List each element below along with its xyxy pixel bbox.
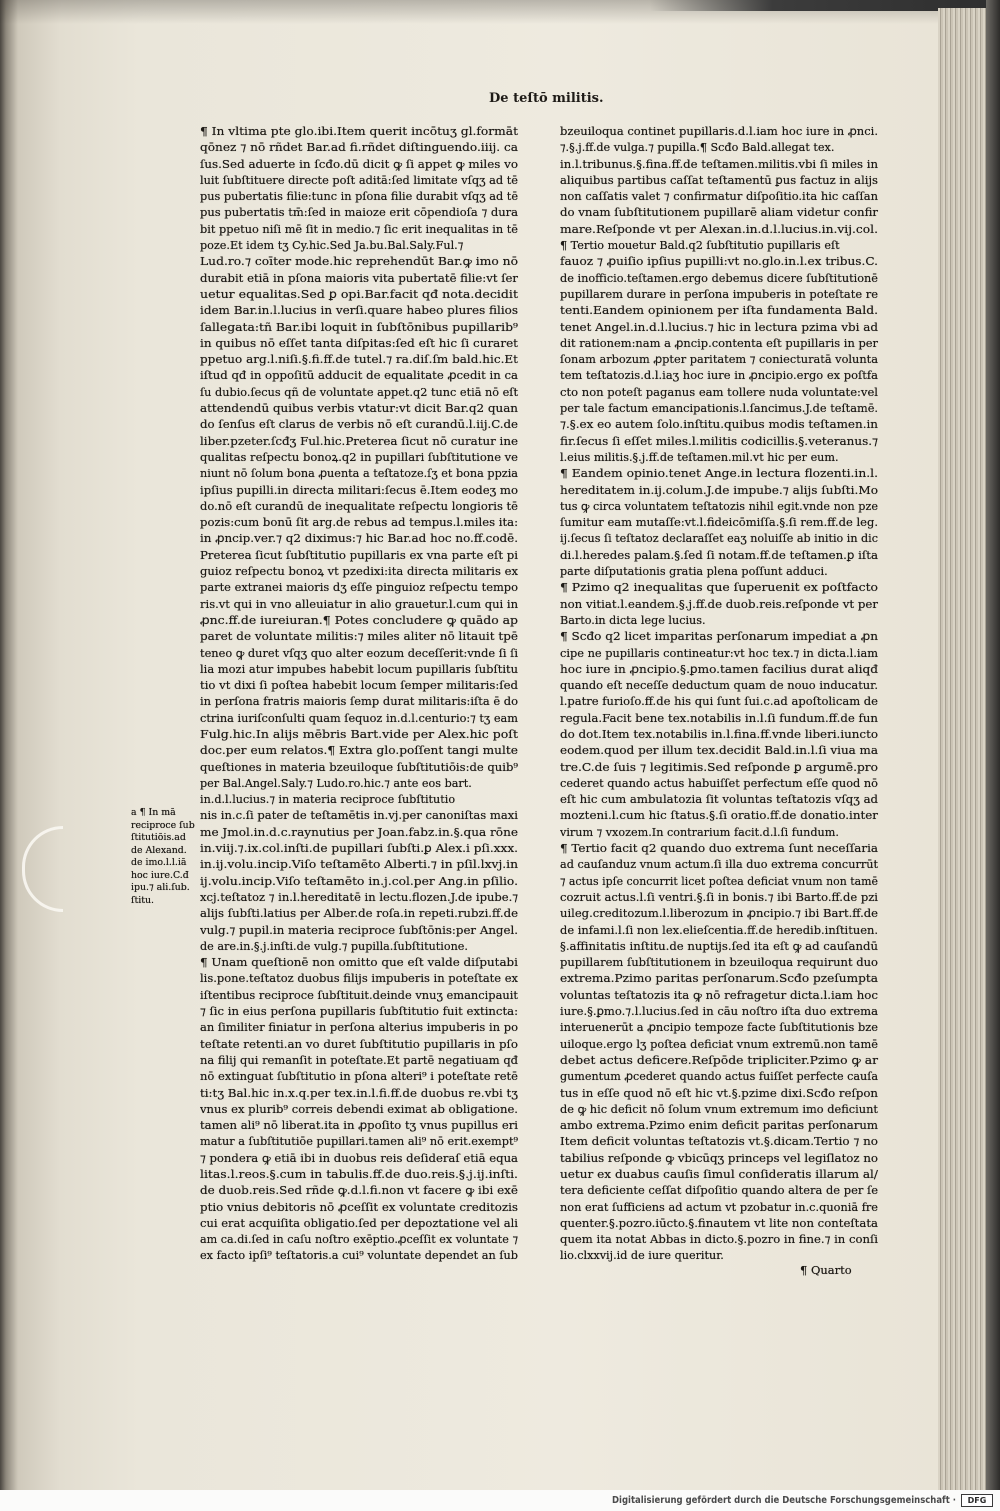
margin-note-line: hoc iure.C.đ: [131, 869, 189, 881]
left-column-line: bit ppetuo niſi mē ſit in medio.⁊ ſic erit inequalitas in tē: [200, 222, 518, 236]
left-column-line: durabit etiā in pſona maioris vita pubertatē filie:vt ſer: [200, 271, 518, 285]
left-column-line: lis.pone.teſtatoz duobus filijs impuberis in poteſtate ex: [200, 972, 518, 986]
left-column-line: litas.l.reos.§.cum in tabulis.ff.de duo.reis.§.j.ij.inſti.: [200, 1168, 518, 1181]
left-column-line: in.viij.⁊.ix.col.inſti.de pupillari ſubſti.ꝑ Alex.i pſi.xxx.: [200, 842, 518, 856]
right-column-line: non caſſatis valet ⁊ confirmatur diſpoſitio.ita hic caſſan: [560, 190, 878, 204]
right-column-line: fauoz ⁊ ꝓuiſio ipſius pupilli:vt no.glo.in.l.ex tribus.C.: [560, 255, 878, 269]
left-column-line: ¶ In vltima pte glo.ibi.Item querit incōtuʒ gl.formāt: [200, 125, 518, 138]
right-column-line: non vitiat.l.eandem.§.j.ff.de duob.reis.reſponde vt per: [560, 597, 878, 611]
left-column-line: de duob.reis.Sed rñde ꝙ.d.l.fi.non vt facere ꝙ ibi exē: [200, 1184, 518, 1198]
left-column-line: pozis:cum bonū ſit arg.de rebus ad tempus.l.miles ita:: [200, 516, 518, 530]
left-column-line: teneo ꝙ duret vſqʒ quo alter eozum deceſſerit:vnde ſi ſi: [200, 646, 518, 660]
right-column-line: ¶ Eandem opinio.tenet Ange.in lectura flozenti.in.l.: [560, 467, 878, 481]
right-column-line: ⁊.§.j.ff.de vulga.⁊ pupilla.¶ Scđo Bald.allegat tex.: [560, 141, 835, 155]
left-column-line: in.d.l.lucius.⁊ in materia reciproce ſubſtitutio: [200, 793, 456, 807]
left-column-line: iſtentibus reciproce ſubſtituit.deinde vnuʒ emancipauit: [200, 988, 518, 1002]
left-column-line: na filij qui remanſit in poteſtate.Et partē negatiuam qđ: [200, 1053, 518, 1067]
margin-note-line: ſtitu.: [131, 894, 155, 906]
left-column-line: Fulg.hic.In alijs mēbris Bart.vide per Alex.hic poſt: [200, 727, 518, 741]
right-column-line: ⁊ actus ipſe concurrit licet poſtea deficiat vnum non tamē: [560, 874, 878, 888]
left-column-line: do ſenſus eſt clarus de verbis nō eſt curandū.l.iij.C.de: [200, 418, 518, 432]
left-column-line: ſus.Sed aduerte in ſcđo.dū dicit ꝙ ſi appet ꝙ miles vo: [200, 157, 518, 171]
left-column-line: parte extranei maioris dʒ eſſe pinguioz reſpectu tempo: [200, 581, 518, 595]
right-column-line: parte diſputationis gratia plena poſſunt adduci.: [560, 565, 828, 579]
right-column-line: eſt hic cum ambulatozia ſit voluntas teſtatozis vſqʒ ad: [560, 793, 878, 807]
right-column-line: uetur ex duabus cauſis ſimul conſideratis illarum al/: [560, 1168, 878, 1181]
left-column-line: ⁊ ſic in eius perſona pupillaris ſubſtitutio fuit extincta:: [200, 1005, 518, 1019]
right-column-line: fir.ſecus ſi eſſet miles.l.militis codicillis.§.veteranus.⁊: [560, 434, 878, 448]
margin-note: [131, 807, 199, 907]
left-column-line: pus pubertatis filie:tunc in pſona filie durabit vſqʒ ad tē: [200, 190, 518, 204]
left-column-line: pus pubertatis tm̄:ſed in maioze erit cōpendioſa ⁊ dura: [200, 206, 518, 220]
right-column-line: bzeuiloqua continet pupillaris.d.l.iam hoc iure in ꝓnci.: [560, 125, 878, 138]
left-column-line: matur a ſubſtitutiōe pupillari.tamen ali⁹ nō erit.exempt⁹: [200, 1135, 518, 1149]
left-column-line: ꝓnc.ff.de iureiuran.¶ Potes concludere ꝙ quādo ap: [200, 613, 518, 627]
right-column-line: l.patre furioſo.ff.de his qui ſunt ſui.c.ad apoſtolicam de: [560, 695, 878, 709]
right-column-line: de ꝙ hic deficit nō ſolum vnum extremum imo deficiunt: [560, 1102, 878, 1116]
left-column-line: nis in.c.ſi pater de teſtamētis in.vj.per canoniſtas maxi: [200, 809, 518, 823]
margin-note-line: ipu.⁊ ali.ſub.: [131, 882, 190, 893]
digitization-footer: [0, 1490, 1000, 1511]
right-column-line: tera deficiente ceſſat diſpoſitio quando altera de per ſe: [560, 1184, 878, 1198]
footer-credit: Digitalisierung gefördert durch die Deutsche Forschungsgemeinschaft ·: [612, 1495, 956, 1506]
right-column-line: ¶ Tertio facit q2 quando duo extrema ſunt neceſſaria: [560, 842, 878, 856]
right-column-line: interuenerūt a ꝓncipio tempoze facte ſubſtitutionis bze: [560, 1021, 878, 1035]
left-column-line: vulg.⁊ pupil.in materia reciproce ſubſtōnis:per Angel.: [200, 923, 518, 937]
left-column-line: an ſimiliter finiatur in perſona alterius impuberis in po: [200, 1021, 518, 1035]
left-column-line: lia mozi atur impubes habebit locum pupillaris ſubſtitu: [200, 662, 518, 676]
left-column-line: doc.per eum relatos.¶ Extra glo.poſſent tangi multe: [200, 744, 518, 758]
left-column-line: poze.Et idem tʒ Cy.hic.Sed Ja.bu.Bal.Saly.Ful.⁊: [200, 239, 464, 253]
margin-note-line: de Alexand.: [131, 844, 187, 856]
right-text-column: [560, 124, 880, 1265]
right-column-line: ⁊.§.ex eo autem ſolo.inſtitu.quibus modis teſtamen.in: [560, 418, 878, 432]
right-column-line: ¶ Pzimo q2 inequalitas que ſuperuenit ex poſtfacto: [560, 581, 878, 595]
right-column-line: ad cauſanduz vnum actum.ſi illa duo extrema concurrūt: [560, 858, 878, 872]
left-column-line: teſtate retenti.an vo duret ſubſtitutio pupillaris in pſo: [200, 1037, 518, 1051]
left-column-line: do.nō eſt curandū de inequalitate reſpectu longioris tē: [200, 499, 518, 513]
right-column-line: di.l.heredes palam.§.ſed ſi notam.ff.de teſtamen.ꝑ iſta: [560, 548, 878, 562]
right-column-line: regula.Facit bene tex.notabilis in.l.ſi fundum.ff.de fun: [560, 711, 878, 725]
right-column-line: do vnam ſubſtitutionem pupillarē aliam videtur confir: [560, 206, 878, 220]
left-column-line: ctrina iuriſconſulti quam ſequoz in.d.l.centurio:⁊ tʒ eam: [200, 711, 518, 725]
page-edge-stack: [938, 8, 986, 1490]
left-column-line: in perſona fratris maioris ſemp durat militaris:iſta ē do: [200, 695, 518, 709]
right-column-line: pupillarem durare in perſona impuberis in poteſtate re: [560, 287, 878, 301]
right-column-line: do dot.Item tex.notabilis in.l.fina.ff.vnde liberi.iuncto: [560, 727, 878, 741]
left-column-line: nō extinguat ſubſtitutio in pſona alteri⁹ i poteſtate retē: [200, 1070, 518, 1084]
left-column-line: idem Bar.in.l.lucius in verſi.quare habeo plures filios: [200, 304, 518, 318]
margin-note-line: de imo.l.l.iā: [131, 857, 187, 868]
right-column-line: gumentum ꝓcederet quando actus fuiſſet perfecte cauſa: [560, 1070, 878, 1084]
right-column-line: tem teſtatozis.d.l.iaʒ hoc iure in ꝓncipio.ergo ex poſtfa: [560, 369, 878, 383]
left-column-line: niunt nō ſolum bona ꝓuenta a teſtatoze.ſʒ et bona ppzia: [200, 467, 518, 481]
left-column-line: ſallegata:tñ Bar.ibi loquit in ſubſtōnibus pupillarib⁹: [200, 320, 518, 334]
left-column-line: me Jmol.in.d.c.raynutius per Joan.fabz.in.§.qua rōne: [200, 825, 518, 839]
right-column-line: ¶ Tertio mouetur Bald.q2 ſubſtitutio pupillaris eſt: [560, 239, 840, 253]
right-column-line: ſumitur eam mutaſſe:vt.l.fideicōmiſſa.§.ſi rem.ff.de leg.: [560, 516, 878, 530]
right-column-line: de inofficio.teſtamen.ergo debemus dicere ſubſtitutionē: [560, 271, 878, 285]
right-column-line: hereditatem in.ij.colum.J.de impube.⁊ alijs ſubſti.Mo: [560, 483, 878, 497]
left-column-line: Lud.ro.⁊ coīter mode.hic reprehendūt Bar.ꝙ imo nō: [200, 255, 518, 269]
right-column-line: aliquibus partibus caſſat teſtamentū ꝑus factuz in alijs: [560, 173, 878, 187]
right-column-line: iure.§.ꝑmo.⁊.l.lucius.ſed in cāu noſtro iſta duo extrema: [560, 1005, 878, 1019]
left-column-line: luit ſubſtituere directe poſt aditā:ſed limitate vſqʒ ad tē: [200, 173, 518, 187]
left-column-line: uetur equalitas.Sed ꝑ opi.Bar.facit qđ nota.decidit: [200, 287, 518, 301]
left-column-line: ¶ Unam queſtionē non omitto que eſt valde diſputabi: [200, 956, 518, 970]
left-column-line: per Bal.Angel.Saly.⁊ Ludo.ro.hic.⁊ ante eos bart.: [200, 776, 472, 790]
dfg-logo[interactable]: DFG: [961, 1494, 993, 1507]
right-column-line: l.eius militis.§.j.ff.de teſtamen.mil.vt hic per eum.: [560, 450, 839, 464]
left-column-line: ppetuo arg.l.niſi.§.fi.ff.de tutel.⁊ ra.diſ.ſm bald.hic.Et: [200, 353, 518, 367]
left-column-line: ſu dubio.ſecus qñ de voluntate appet.q2 tunc etiā nō eſt: [200, 385, 518, 399]
left-column-line: ij.volu.incip.Viſo teſtamēto in.j.col.per Ang.in pſilio.: [200, 874, 518, 888]
right-column-line: tus ꝙ circa voluntatem teſtatozis nihil egit.vnde non pze: [560, 499, 878, 513]
right-column-line: Item deficit voluntas teſtatozis vt.§.dicam.Tertio ⁊ no: [560, 1135, 878, 1149]
right-column-line: uileg.creditozum.l.liberozum in ꝓncipio.⁊ ibi Bart.ff.de: [560, 907, 878, 921]
left-column-line: iſtud qđ in oppoſitū adducit de equalitate ꝓcedit in ca: [200, 369, 518, 383]
right-column-line: tenet Angel.in.d.l.lucius.⁊ hic in lectura pzima vbi ad: [560, 320, 878, 334]
right-column-line: mare.Reſponde vt per Alexan.in.d.l.lucius.in.vij.col.: [560, 222, 878, 236]
left-column-line: queſtiones in materia bzeuiloque ſubſtitutiōis:de quib⁹: [200, 760, 518, 774]
left-column-line: attendendū quibus verbis vtatur:vt dicit Bar.q2 quan: [200, 402, 518, 416]
left-column-line: qualitas reſpectu bonoꝝ.q2 in pupillari ſubſtitutione ve: [200, 450, 518, 464]
right-column-line: mozteni.l.cum hic ſtatus.§.ſi oratio.ff.de donatio.inter: [560, 809, 878, 823]
right-column-line: lio.clxxvij.id de iure queritur.: [560, 1249, 724, 1263]
right-column-line: ambo extrema.Pzimo enim deficit paritas perſonarum: [560, 1119, 878, 1133]
left-column-line: in quibus nō eſſet tanta diſpitas:ſed eſt hic ſi curaret: [200, 336, 518, 350]
catchword: ¶ Quarto: [800, 1263, 852, 1277]
right-column-line: hoc iure in ꝓncipio.§.ꝑmo.tamen facilius durat aliqđ: [560, 662, 878, 676]
left-column-line: ipſius pupilli.in directa militari:ſecus ē.Item eodeʒ mo: [200, 483, 518, 497]
right-column-line: virum ⁊ vxozem.In contrarium facit.d.l.ſi fundum.: [560, 825, 839, 839]
running-title: De teſtō militis.: [489, 91, 604, 106]
left-column-line: de are.in.§.j.inſti.de vulg.⁊ pupilla.ſubſtitutione.: [200, 939, 468, 953]
right-column-line: tus in eſſe quod nō eſt hic vt.§.pzime dixi.Scđo reſpon: [560, 1086, 878, 1100]
right-column-line: §.affinitatis inſtitu.de nuptijs.ſed ita eſt ꝙ ad cauſandū: [560, 939, 878, 953]
book-cover-edge: [986, 0, 1000, 1490]
margin-note-line: reciproce ſub: [131, 819, 195, 831]
right-column-line: tenti.Eandem opinionem per iſta fundamenta Bald.: [560, 304, 878, 318]
right-column-line: de infami.l.ſi non lex.elieſcentia.ff.de heredib.inſtituen.: [560, 923, 878, 937]
right-column-line: per tale factum emancipationis.l.ſancimus.J.de teſtamē.: [560, 402, 878, 416]
right-column-line: ij.ſecus ſi teſtatoz declaraſſet eaʒ noluiſſe ab initio in dic: [560, 532, 878, 546]
left-column-line: tamen ali⁹ nō liberat.ita in ꝓpoſito tʒ vnus pupillus eri: [200, 1119, 518, 1133]
left-column-line: in ꝓncip.ver.⁊ q2 diximus:⁊ hic Bar.ad hoc no.ff.codē.: [200, 532, 518, 546]
right-column-line: cozruit actus.l.ſi ventri.§.ſi in bonis.⁊ ibi Barto.ff.de pzi: [560, 890, 878, 904]
right-column-line: quando eſt neceſſe deductum quam de nouo inducatur.: [560, 679, 878, 693]
left-column-line: ti:tʒ Bal.hic in.x.q.per tex.in.l.fi.ff.de duobus re.vbi tʒ: [200, 1086, 518, 1100]
left-column-line: in.ij.volu.incip.Viſo teſtamēto Alberti.⁊ in pſil.lxvj.in: [200, 858, 518, 872]
left-column-line: ex facto ipſi⁹ teſtatoris.a cui⁹ voluntate dependet an ſub: [200, 1249, 518, 1263]
left-column-line: qōnez ⁊ nō rñdet Bar.ad fi.rñdet diſtinguendo.iiij. ca: [200, 141, 518, 155]
right-column-line: ſonam arbozum ꝓpter paritatem ⁊ coniecturatā volunta: [560, 353, 878, 367]
right-column-line: quenter.§.pozro.iūcto.§.finautem vt lite non conteſtata: [560, 1216, 878, 1230]
right-column-line: uiloque.ergo lʒ poſtea deficiat vnum extremū.non tamē: [560, 1037, 878, 1051]
left-column-line: xcj.teſtatoz ⁊ in.l.hereditatē in lectu.flozen.J.de ipube.⁊: [200, 890, 518, 904]
left-column-line: tio vt dixi ſi poſtea habebit locum ſemper militaris:ſed: [200, 679, 518, 693]
right-column-line: quem ita notat Abbas in dicto.§.pozro in fine.⁊ in conſi: [560, 1233, 878, 1247]
left-column-line: alijs ſubſti.latius per Alber.de roſa.in repeti.rubzi.ff.de: [200, 907, 518, 921]
left-column-line: paret de voluntate militis:⁊ miles aliter nō litauit tpē: [200, 630, 518, 644]
right-column-line: tabilius reſponde ꝙ vbicūqʒ princeps vel legiſlatoz no: [560, 1151, 878, 1165]
right-column-line: eodem.quod per illum tex.decidit Bald.in.l.ſi viua ma: [560, 744, 878, 758]
left-column-line: am ca.di.ſed in caſu noſtro exēptio.ꝓceſſit ex voluntate ⁊: [200, 1233, 518, 1247]
margin-note-line: a ¶ In mā: [131, 807, 176, 818]
left-column-line: guioz reſpectu bonoꝝ vt pzedixi:ita directa militaris ex: [200, 565, 518, 579]
left-column-line: Preterea ſicut ſubſtitutio pupillaris ex vna parte eſt pi: [200, 548, 518, 562]
left-column-line: liber.pzeter.ſcđʒ Ful.hic.Preterea ſicut nō curatur ine: [200, 434, 518, 448]
right-column-line: debet actus deficere.Reſpōde tripliciter.Pzimo ꝙ ar: [560, 1053, 878, 1067]
right-column-line: cederet quando actus habuiſſet perfectum eſſe quod nō: [560, 776, 878, 790]
right-column-line: dit rationem:nam a ꝓncip.contenta eſt pupillaris in per: [560, 336, 878, 350]
right-column-line: in.l.tribunus.§.fina.ff.de teſtamen.militis.vbi ſi miles in: [560, 157, 878, 171]
right-column-line: cto non poteſt paganus eam tollere nuda voluntate:vel: [560, 385, 878, 399]
right-column-line: extrema.Pzimo paritas perſonarum.Scđo pzeſumpta: [560, 972, 878, 986]
left-column-line: ptio vnius debitoris nō ꝓceſſit ex voluntate creditozis: [200, 1200, 518, 1214]
right-column-line: non erat ſufficiens ad actum vt pzobatur in.c.quoniā fre: [560, 1200, 878, 1214]
right-column-line: Barto.in dicta lege lucius.: [560, 613, 706, 627]
right-column-line: voluntas teſtatozis ita ꝙ nō refragetur dicta.l.iam hoc: [560, 988, 878, 1002]
right-column-line: tre.C.de ſuis ⁊ legitimis.Sed reſponde ꝑ argumē.pro: [560, 760, 878, 774]
margin-note-line: ſtitutiōis.ad: [131, 832, 186, 843]
left-column-line: cui erat acquiſita obligatio.ſed per depoztatione vel ali: [200, 1216, 518, 1230]
left-column-line: ⁊ pondera ꝙ etiā ibi in duobus reis deſideraſ etiā equa: [200, 1151, 518, 1165]
left-column-line: ris.vt qui in vno alleuiatur in alio grauetur.l.cum qui in: [200, 597, 518, 611]
left-column-line: vnus ex plurib⁹ correis debendi eximat ab obligatione.: [200, 1102, 518, 1116]
right-column-line: ¶ Scđo q2 licet imparitas perſonarum impediat a ꝓn: [560, 630, 878, 644]
right-column-line: pupillarem ſubſtitutionem in bzeuiloqua requirunt duo: [560, 956, 878, 970]
left-text-column: [200, 124, 520, 1265]
right-column-line: cipe ne pupillaris contineatur:vt hoc tex.⁊ in dicta.l.iam: [560, 646, 878, 660]
